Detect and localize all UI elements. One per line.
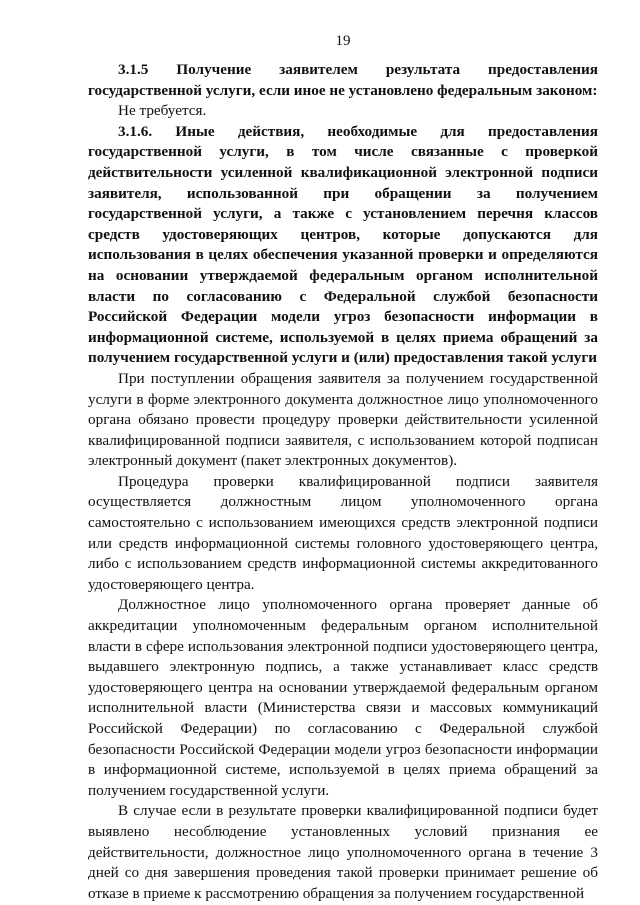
section-3-1-5-title: 3.1.5 Получение заявителем результата предоставления государственной услуги, если иное не установлено федеральным законом: — [88, 61, 598, 99]
paragraph-accreditation-check: Должностное лицо уполномоченного органа проверяет данные об аккредитации уполномоченным федеральным органом исполнительной власти в сфере использования электронной подписи удостоверяющего центра, выдавшего электронную подпись, а также устанавливает класс средств удостоверяющего центра на основании утверждаемой федеральным органом исполнительной власти (Министерства связи и массовых коммуникаций Российской Федерации) по согласованию с Федеральной службой безопасности Российской Федерации модели угроз безопасности информации в информационной системе, используемой в целях приема обращений за получением государственной услуги. — [88, 596, 598, 799]
section-3-1-6-title: 3.1.6. Иные действия, необходимые для предоставления государственной услуги, в том числе связанные с проверкой действительности усиленной квалификационной электронной подписи заявителя, использованной при обращении за получением государственной услуги, а также с установлением перечня классов средств удостоверяющих центров, которые допускаются для использования в целях обеспечения указанной проверки и определяются на основании утверждаемой федеральным органом исполнительной власти по согласованию с Федеральной службой безопасности Российской Федерации модели угроз безопасности информации в информационной системе, используемой в целях приема обращений за получением государственной услуги и (или) предоставления такой услуги — [88, 122, 598, 367]
paragraph-invalid-signature: В случае если в результате проверки квалифицированной подписи будет выявлено несоблюдение установленных условий признания ее действительности, должностное лицо уполномоченного органа в течение 3 дней со дня завершения проведения такой проверки принимает решение об отказе в приеме к рассмотрению обращения за получением государственной — [88, 802, 598, 902]
paragraph-signature-check-obligation: При поступлении обращения заявителя за получением государственной услуги в форме электронного документа должностное лицо уполномоченного органа обязано провести процедуру проверки действительности усиленной квалифицированной подписи заявителя, с использованием которой подписан электронный документ (пакет электронных документов). — [88, 369, 598, 470]
paragraph-check-procedure: Процедура проверки квалифицированной подписи заявителя осуществляется должностным лицом уполномоченного органа самостоятельно с использованием имеющихся средств электронной подписи или средств информационной системы головного удостоверяющего центра, либо с использованием средств информационной системы аккредитованного удостоверяющего центра. — [88, 472, 598, 593]
section-3-1-5-text: Не требуется. — [118, 102, 207, 120]
page-number: 19 — [335, 33, 351, 49]
